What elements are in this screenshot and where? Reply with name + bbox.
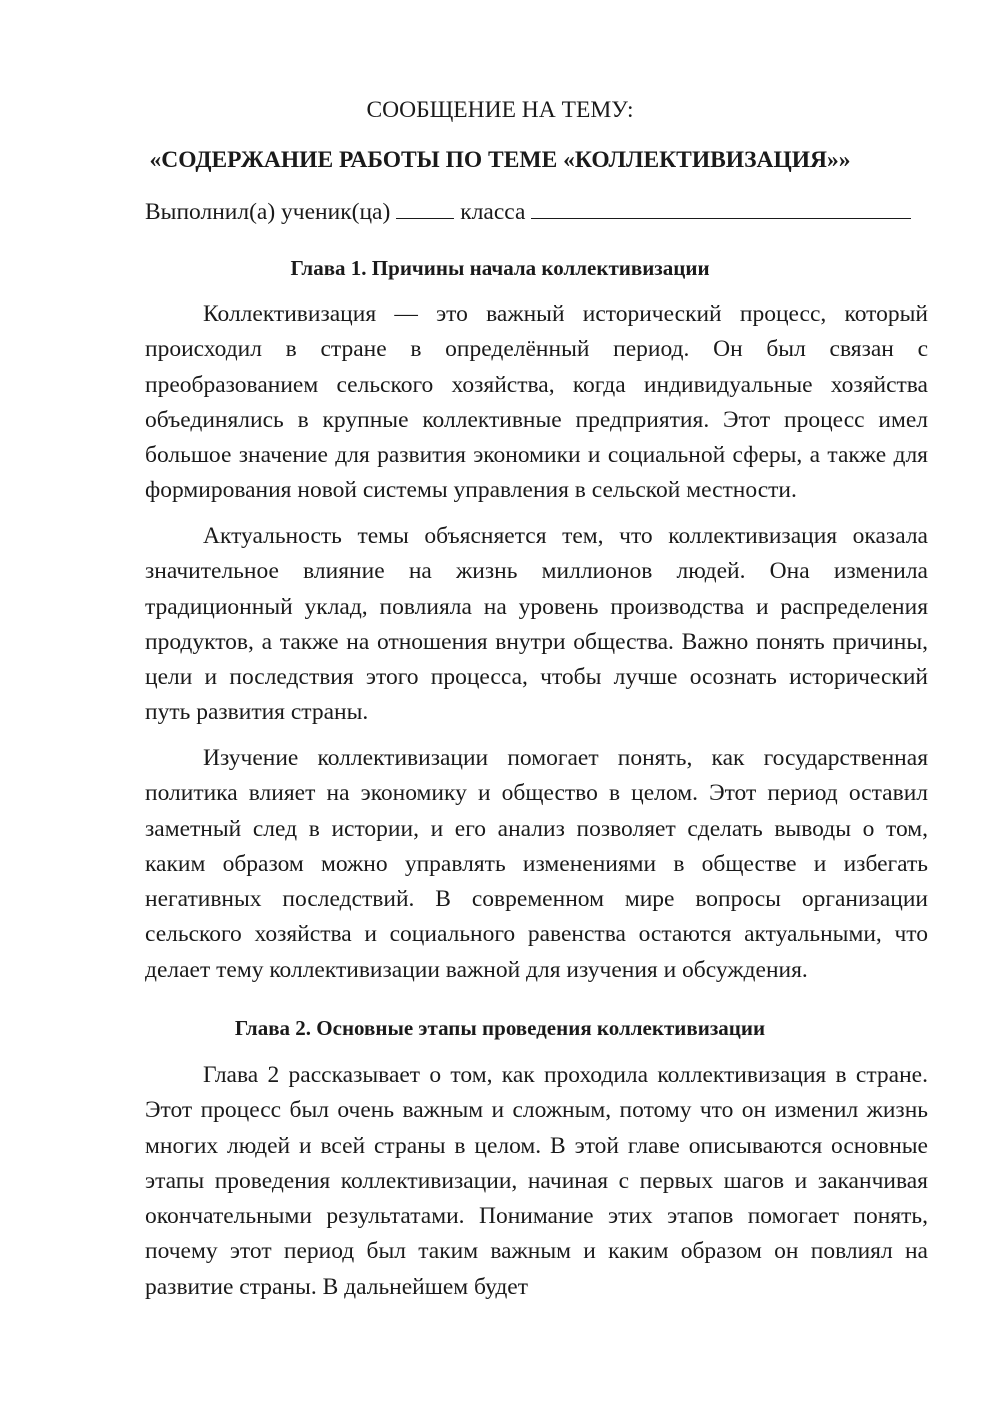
chapter-2-paragraph-1: Глава 2 рассказывает о том, как проходила коллективизация в стране. Этот процесс был очень важным и сложным, потому что он изменил жизнь многих людей и всей страны в целом. В этой главе описываются основные этапы проведения коллективизации, начиная с первых шагов и заканчивая окончательными результатами. Понимание этих этапов помогает понять, почему этот период был таким важным и каким образом он повлиял на развитие страны. В дальнейшем будет	[145, 1062, 928, 1300]
grade-blank-field	[396, 200, 454, 219]
chapter-1-paragraph-2: Актуальность темы объясняется тем, что коллективизация оказала значительное влияние на жизнь миллионов людей. Она изменила традиционный уклад, повлияла на уровень производства и распределения продуктов, а также на отношения внутри общества. Важно понять причины, цели и последствия этого процесса, чтобы лучше осознать исторический путь развития страны.	[145, 523, 928, 726]
author-line	[145, 197, 935, 227]
grade-label: класса	[460, 199, 526, 225]
author-label: Выполнил(а) ученик(ца)	[145, 199, 391, 225]
document-title: «СОДЕРЖАНИЕ РАБОТЫ ПО ТЕМЕ «КОЛЛЕКТИВИЗАЦИЯ»»	[149, 147, 851, 173]
document-type: СООБЩЕНИЕ НА ТЕМУ:	[366, 97, 634, 123]
chapter-1-heading: Глава 1. Причины начала коллективизации	[290, 256, 710, 280]
name-blank-field	[531, 200, 911, 219]
chapter-2-heading: Глава 2. Основные этапы проведения коллективизации	[234, 1016, 766, 1040]
chapter-1-paragraph-3: Изучение коллективизации помогает понять, как государственная политика влияет на экономику и общество в целом. Этот период оставил заметный след в истории, и его анализ позволяет сделать выводы о том, каким образом можно управлять изменениями в обществе и избегать негативных последствий. В современном мире вопросы организации сельского хозяйства и социального равенства остаются актуальными, что делает тему коллективизации важной для изучения и обсуждения.	[145, 745, 928, 983]
chapter-1-paragraph-1: Коллективизация — это важный исторический процесс, который происходил в стране в определённый период. Он был связан с преобразованием сельского хозяйства, когда индивидуальные хозяйства объединялись в крупные коллективные предприятия. Этот процесс имел большое значение для развития экономики и социальной сферы, а также для формирования новой системы управления в сельской местности.	[145, 301, 928, 504]
